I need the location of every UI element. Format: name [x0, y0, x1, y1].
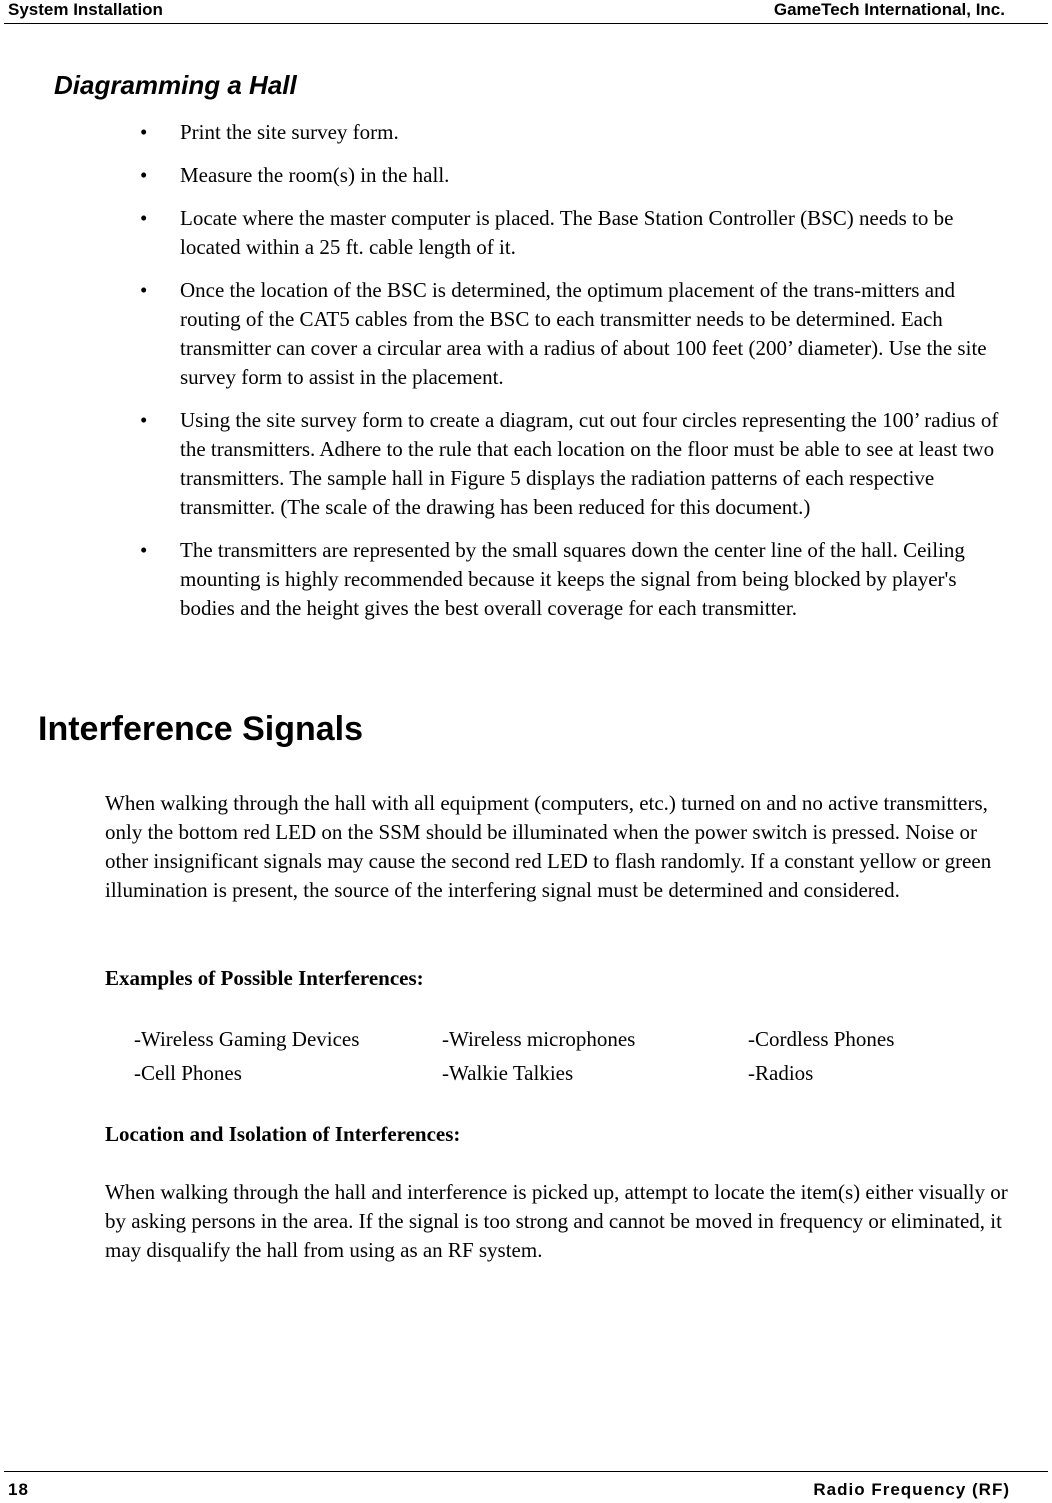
example-item: -Radios: [748, 1061, 814, 1085]
header-divider: [4, 23, 1048, 24]
list-item-text: The transmitters are represented by the small squares down the center line of the hall. Ceiling mounting is highly recommended because it keeps the signal from being blocked by player's bodies and the height gives the best overall coverage for each transmitter.: [180, 538, 965, 620]
footer-divider: [4, 1471, 1048, 1472]
list-item: [0, 406, 1010, 522]
list-item-text: Using the site survey form to create a diagram, cut out four circles representing the 100’ radius of the transmitters. Adhere to the rule that each location on the floor must be able to see at least two transmitters. The sample hall in Figure 5 displays the radiation patterns of each respective transmitter. (The scale of the drawing has been reduced for this document.): [180, 408, 999, 519]
page-header: [0, 0, 1052, 26]
bullet-icon: •: [140, 278, 148, 302]
page-number: 18: [8, 1480, 29, 1499]
header-section-title: System Installation: [8, 0, 163, 19]
list-item-text: Print the site survey form.: [180, 120, 399, 144]
interference-title: Interference Signals: [38, 710, 364, 748]
examples-heading: Examples of Possible Interferences:: [105, 966, 424, 990]
list-item: [0, 536, 1010, 623]
location-heading: Location and Isolation of Interferences:: [105, 1122, 461, 1146]
footer-section-name: Radio Frequency (RF): [813, 1480, 1010, 1499]
example-item: -Cell Phones: [134, 1061, 242, 1085]
bullet-icon: •: [140, 538, 148, 562]
example-item: -Walkie Talkies: [442, 1061, 574, 1085]
example-item: -Cordless Phones: [748, 1027, 895, 1051]
list-item: [0, 276, 1010, 392]
interference-intro: When walking through the hall with all equipment (computers, etc.) turned on and no active transmitters, only the bottom red LED on the SSM should be illuminated when the power switch is pressed. Noise or other insignificant signals may cause the second red LED to flash randomly. If a constant yellow or green illumination is present, the source of the interfering signal must be determined and considered.: [105, 791, 992, 902]
list-item-text: Locate where the master computer is placed. The Base Station Controller (BSC) needs to be located within a 25 ft. cable length of it.: [180, 206, 954, 259]
header-company-name: GameTech International, Inc.: [773, 0, 1005, 19]
list-item: [0, 204, 1010, 262]
list-item-text: Once the location of the BSC is determined, the optimum placement of the trans-mitters and routing of the CAT5 cables from the BSC to each transmitter needs to be determined. Each transmitter can cover a circular area with a radius of about 100 feet (200’ diameter). Use the site survey form to assist in the placement.: [180, 278, 987, 389]
bullet-icon: •: [140, 163, 148, 187]
bullet-icon: •: [140, 206, 148, 230]
list-item: [0, 161, 1010, 190]
diagramming-list: [0, 118, 1052, 637]
location-text: When walking through the hall and interference is picked up, attempt to locate the item(s) either visually or by asking persons in the area. If the signal is too strong and cannot be moved in frequency or eliminated, it may disqualify the hall from using as an RF system.: [105, 1180, 1008, 1262]
list-item-text: Measure the room(s) in the hall.: [180, 163, 450, 187]
bullet-icon: •: [140, 408, 148, 432]
list-item: [0, 118, 1010, 147]
bullet-icon: •: [140, 120, 148, 144]
diagramming-title: Diagramming a Hall: [54, 70, 297, 100]
example-item: -Wireless microphones: [442, 1027, 636, 1051]
example-item: -Wireless Gaming Devices: [134, 1027, 360, 1051]
